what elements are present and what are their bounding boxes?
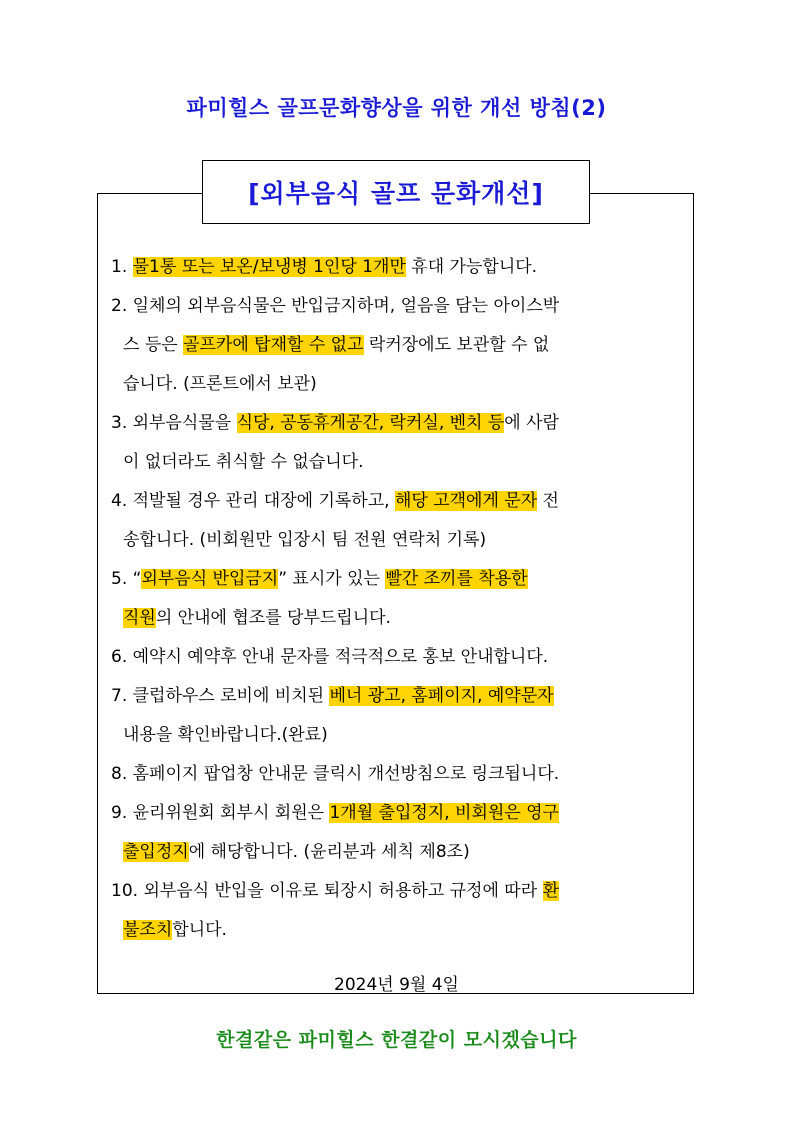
list-item-line — [111, 560, 684, 599]
list-item-line — [111, 833, 684, 872]
list-item-line — [111, 326, 684, 365]
highlighted-text: 해당 고객에게 문자 — [394, 491, 538, 511]
item-text: 송합니다. (비회원만 입장시 팀 전원 연락처 기록) — [123, 530, 487, 550]
item-text: 락커장에도 보관할 수 없 — [363, 335, 550, 355]
highlighted-text: 출입정지 — [123, 842, 189, 862]
list-item — [111, 872, 684, 950]
list-item-line — [111, 872, 684, 911]
list-item — [111, 794, 684, 872]
list-item — [111, 755, 684, 794]
list-item-line — [111, 599, 684, 638]
list-item — [111, 287, 684, 404]
highlighted-text: 빨간 조끼를 착용한 — [385, 569, 528, 589]
list-item — [111, 560, 684, 638]
list-item-line — [111, 248, 684, 287]
item-text: 의 안내에 협조를 당부드립니다. — [155, 608, 391, 628]
list-item — [111, 482, 684, 560]
item-text: 휴대 가능합니다. — [405, 257, 538, 277]
list-item-line — [111, 677, 684, 716]
highlighted-text: 직원 — [123, 608, 156, 628]
list-item — [111, 404, 684, 482]
highlighted-text: 물1통 또는 보온/보냉병 1인당 1개만 — [132, 257, 406, 277]
item-text: 6. 예약시 예약후 안내 문자를 적극적으로 홍보 안내합니다. — [111, 647, 549, 667]
list-item — [111, 638, 684, 677]
item-text: 내용을 확인바랍니다.(완료) — [123, 725, 328, 745]
subtitle-box — [202, 160, 590, 224]
highlighted-text: 불조치 — [123, 920, 173, 940]
date: 2024년 9월 4일 — [334, 975, 459, 995]
list-item-line — [111, 755, 684, 794]
list-item-line — [111, 716, 684, 755]
item-text: 10. 외부음식 반입을 이유로 퇴장시 허용하고 규정에 따라 — [111, 881, 543, 901]
footer-slogan: 한결같은 파미힐스 한결같이 모시겠습니다 — [216, 1029, 577, 1051]
list-item-line — [111, 911, 684, 950]
item-text: 1. — [111, 257, 133, 277]
item-text: 3. 외부음식물을 — [111, 413, 237, 433]
highlighted-text: 골프카에 탑재할 수 없고 — [183, 335, 364, 355]
highlighted-text: 외부음식 반입금지 — [141, 569, 279, 589]
subtitle: [외부음식 골프 문화개선] — [248, 179, 544, 208]
highlighted-text: 베너 광고, 홈페이지, 예약문자 — [329, 686, 554, 706]
highlighted-text: 식당, 공동휴게공간, 락커실, 벤치 등 — [236, 413, 505, 433]
list-item-line — [111, 521, 684, 560]
list-item-line — [111, 794, 684, 833]
list-item-line — [111, 287, 684, 326]
item-text: 합니다. — [172, 920, 227, 940]
item-text: 이 없더라도 취식할 수 없습니다. — [123, 452, 364, 472]
item-text: ” 표시가 있는 — [278, 569, 386, 589]
item-text: 4. 적발될 경우 관리 대장에 기록하고, — [111, 491, 395, 511]
page-title: 파미힐스 골프문화향상을 위한 개선 방침(2) — [186, 96, 607, 120]
item-text: 에 해당합니다. (윤리분과 세칙 제8조) — [188, 842, 470, 862]
list-item-line — [111, 365, 684, 404]
item-text: 에 사람 — [504, 413, 559, 433]
highlighted-text: 환 — [542, 881, 559, 901]
list-item-line — [111, 404, 684, 443]
list-item — [111, 248, 684, 287]
item-text: 8. 홈페이지 팝업창 안내문 클릭시 개선방침으로 링크됩니다. — [111, 764, 560, 784]
list-item-line — [111, 638, 684, 677]
item-text: 습니다. (프론트에서 보관) — [123, 374, 317, 394]
list-item — [111, 677, 684, 755]
item-text: 5. “ — [111, 569, 142, 589]
item-text: 스 등은 — [123, 335, 184, 355]
item-text: 전 — [537, 491, 559, 511]
item-text: 2. 일체의 외부음식물은 반입금지하며, 얼음을 담는 아이스박 — [111, 296, 560, 316]
item-text: 9. 윤리위원회 회부시 회원은 — [111, 803, 330, 823]
list-item-line — [111, 443, 684, 482]
highlighted-text: 1개월 출입정지, 비회원은 영구 — [329, 803, 559, 823]
policy-list — [111, 248, 684, 950]
item-text: 7. 클럽하우스 로비에 비치된 — [111, 686, 330, 706]
list-item-line — [111, 482, 684, 521]
